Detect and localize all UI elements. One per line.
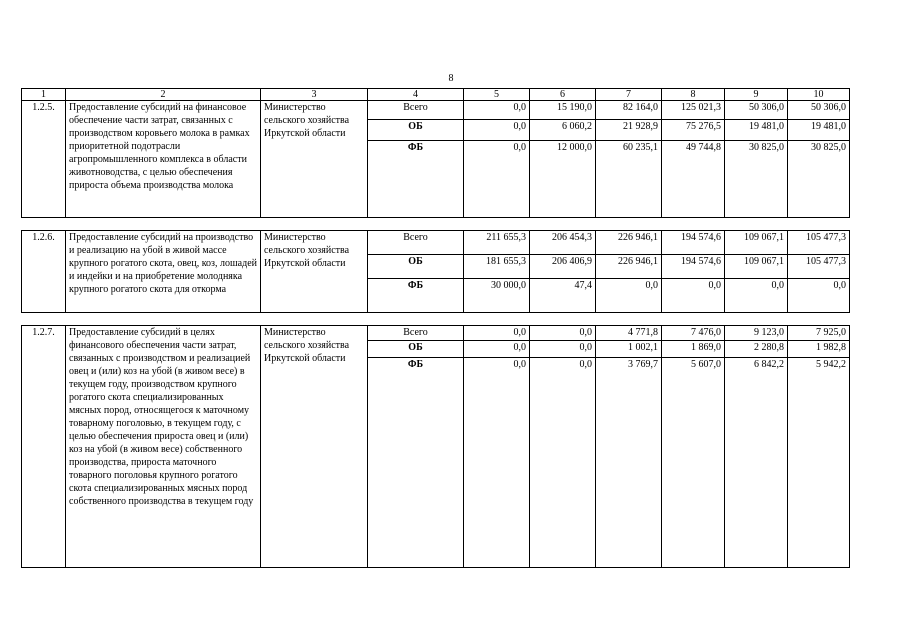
value-cell: 1 002,1: [596, 341, 662, 358]
value-cell: 5 942,2: [788, 358, 850, 568]
value-cell: 0,0: [530, 358, 596, 568]
funding-type: Всего: [368, 326, 464, 341]
item-executor: Министерство сельского хозяйства Иркутской области: [261, 101, 368, 218]
column-number: 2: [66, 89, 261, 101]
funding-type: ФБ: [368, 279, 464, 313]
value-cell: 0,0: [464, 341, 530, 358]
value-cell: 30 825,0: [788, 141, 850, 218]
item-description: Предоставление субсидий на производство и реализацию на убой в живой массе крупного рогатого скота, овец, коз, лошадей и индейки и на приобретение молодняка крупного рогатого скота для откорма: [66, 231, 261, 313]
value-cell: 49 744,8: [662, 141, 725, 218]
value-cell: 0,0: [464, 101, 530, 120]
value-cell: 105 477,3: [788, 231, 850, 255]
value-cell: 6 842,2: [725, 358, 788, 568]
value-cell: 0,0: [530, 326, 596, 341]
funding-type: Всего: [368, 101, 464, 120]
value-cell: 0,0: [464, 120, 530, 141]
column-number: 7: [596, 89, 662, 101]
value-cell: 0,0: [530, 341, 596, 358]
table-row: [22, 101, 850, 120]
item-description: Предоставление субсидий на финансовое обеспечение части затрат, связанных с производством коровьего молока в рамках приоритетной подотрасли агропромышленного комплекса в области животноводства, с целью обеспечения прироста объема производства молока: [66, 101, 261, 218]
row-spacer: [22, 218, 850, 231]
column-number: 1: [22, 89, 66, 101]
value-cell: 211 655,3: [464, 231, 530, 255]
value-cell: 0,0: [464, 358, 530, 568]
value-cell: 0,0: [725, 279, 788, 313]
value-cell: 47,4: [530, 279, 596, 313]
value-cell: 0,0: [788, 279, 850, 313]
value-cell: 206 454,3: [530, 231, 596, 255]
value-cell: 1 982,8: [788, 341, 850, 358]
value-cell: 7 925,0: [788, 326, 850, 341]
column-number: 4: [368, 89, 464, 101]
value-cell: 4 771,8: [596, 326, 662, 341]
value-cell: 194 574,6: [662, 255, 725, 279]
value-cell: 19 481,0: [725, 120, 788, 141]
item-code: 1.2.6.: [22, 231, 66, 313]
item-code: 1.2.7.: [22, 326, 66, 568]
page-number: 8: [448, 73, 454, 84]
item-executor: Министерство сельского хозяйства Иркутской области: [261, 326, 368, 568]
value-cell: 109 067,1: [725, 255, 788, 279]
value-cell: 30 825,0: [725, 141, 788, 218]
value-cell: 19 481,0: [788, 120, 850, 141]
value-cell: 30 000,0: [464, 279, 530, 313]
value-cell: 226 946,1: [596, 231, 662, 255]
value-cell: 1 869,0: [662, 341, 725, 358]
value-cell: 125 021,3: [662, 101, 725, 120]
value-cell: 0,0: [596, 279, 662, 313]
value-cell: 5 607,0: [662, 358, 725, 568]
value-cell: 109 067,1: [725, 231, 788, 255]
value-cell: 7 476,0: [662, 326, 725, 341]
value-cell: 12 000,0: [530, 141, 596, 218]
value-cell: 206 406,9: [530, 255, 596, 279]
value-cell: 9 123,0: [725, 326, 788, 341]
value-cell: 226 946,1: [596, 255, 662, 279]
column-number: 3: [261, 89, 368, 101]
value-cell: 82 164,0: [596, 101, 662, 120]
value-cell: 0,0: [464, 141, 530, 218]
funding-type: ФБ: [368, 141, 464, 218]
value-cell: 75 276,5: [662, 120, 725, 141]
value-cell: 105 477,3: [788, 255, 850, 279]
value-cell: 60 235,1: [596, 141, 662, 218]
value-cell: 0,0: [662, 279, 725, 313]
column-number: 10: [788, 89, 850, 101]
item-code: 1.2.5.: [22, 101, 66, 218]
table-row: [22, 326, 850, 341]
table-row: [22, 231, 850, 255]
value-cell: 21 928,9: [596, 120, 662, 141]
value-cell: 6 060,2: [530, 120, 596, 141]
row-spacer: [22, 313, 850, 326]
funding-type: ФБ: [368, 358, 464, 568]
budget-table: [21, 88, 850, 568]
column-numbers-row: [22, 89, 850, 101]
value-cell: 15 190,0: [530, 101, 596, 120]
value-cell: 0,0: [464, 326, 530, 341]
column-number: 8: [662, 89, 725, 101]
value-cell: 2 280,8: [725, 341, 788, 358]
value-cell: 50 306,0: [725, 101, 788, 120]
value-cell: 50 306,0: [788, 101, 850, 120]
column-number: 6: [530, 89, 596, 101]
item-executor: Министерство сельского хозяйства Иркутской области: [261, 231, 368, 313]
value-cell: 3 769,7: [596, 358, 662, 568]
funding-type: ОБ: [368, 120, 464, 141]
value-cell: 181 655,3: [464, 255, 530, 279]
item-description: Предоставление субсидий в целях финансового обеспечения части затрат, связанных с производством и реализацией овец и (или) коз на убой (в живом весе) в текущем году, производством крупного рогатого скота специализированных мясных пород, относящегося к маточному товарному поголовью, в текущем году, с целью обеспечения прироста овец и (или) коз на убой (в живом весе) собственного производства, прироста маточного товарного поголовья крупного рогатого скота специализированных мясных пород собственного производства в текущем году: [66, 326, 261, 568]
funding-type: ОБ: [368, 341, 464, 358]
value-cell: 194 574,6: [662, 231, 725, 255]
column-number: 5: [464, 89, 530, 101]
funding-type: Всего: [368, 231, 464, 255]
funding-type: ОБ: [368, 255, 464, 279]
column-number: 9: [725, 89, 788, 101]
